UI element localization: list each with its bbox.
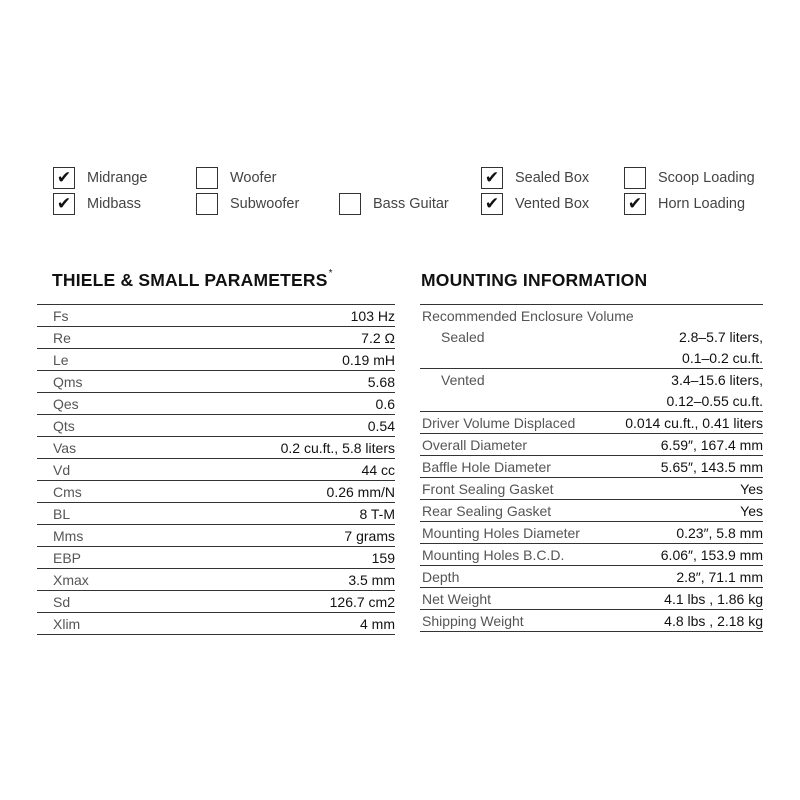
- mount-row-driver-volume-displaced: [420, 412, 763, 434]
- mount-row-sealed: [420, 326, 763, 347]
- param-value: 0.19 mH: [342, 351, 395, 368]
- ts-parameters-table: [37, 304, 395, 635]
- mount-row-baffle-hole-diameter: [420, 456, 763, 478]
- mount-label: Baffle Hole Diameter: [422, 458, 551, 475]
- mount-label: Overall Diameter: [422, 436, 528, 453]
- param-name: Cms: [53, 483, 82, 500]
- checkbox-sealed-box[interactable]: [481, 166, 589, 190]
- checkbox-label: Vented Box: [515, 196, 590, 212]
- mount-value: 0.12–0.55 cu.ft.: [666, 392, 763, 409]
- check-mark-icon: ✔: [624, 193, 646, 215]
- param-name: Qes: [53, 395, 79, 412]
- param-name: Xmax: [53, 571, 89, 588]
- checkbox-bass-guitar[interactable]: [339, 192, 449, 216]
- mount-value: 0.23″, 5.8 mm: [676, 524, 763, 541]
- param-value: 5.68: [367, 373, 395, 390]
- ts-parameters-heading: [52, 270, 333, 291]
- mounting-info-heading: [421, 270, 647, 291]
- ts-parameters-title: THIELE & SMALL PARAMETERS: [52, 270, 328, 290]
- ts-row-bl: [37, 503, 395, 525]
- ts-row-vd: [37, 459, 395, 481]
- checkbox-box: [624, 167, 646, 189]
- mount-row-overall-diameter: [420, 434, 763, 456]
- mount-label: Depth: [422, 568, 460, 585]
- param-name: Qms: [53, 373, 83, 390]
- checkbox-horn-loading[interactable]: [624, 192, 745, 216]
- checkbox-label: Bass Guitar: [373, 196, 449, 212]
- param-value: 44 cc: [361, 461, 395, 478]
- mount-label: Net Weight: [422, 590, 491, 607]
- param-name: Le: [53, 351, 69, 368]
- ts-row-qms: [37, 371, 395, 393]
- ts-row-le: [37, 349, 395, 371]
- param-value: 126.7 cm2: [329, 593, 395, 610]
- check-mark-icon: ✔: [481, 167, 503, 189]
- mount-value: 5.65″, 143.5 mm: [660, 458, 763, 475]
- ts-row-vas: [37, 437, 395, 459]
- mount-value: 0.1–0.2 cu.ft.: [682, 349, 763, 366]
- mount-label: Recommended Enclosure Volume: [422, 307, 634, 324]
- param-value: 0.2 cu.ft., 5.8 liters: [280, 439, 395, 456]
- mount-value: 2.8–5.7 liters,: [678, 328, 763, 345]
- mount-label: Driver Volume Displaced: [422, 414, 576, 431]
- ts-row-mms: [37, 525, 395, 547]
- checkbox-label: Subwoofer: [230, 196, 300, 212]
- mount-row-continued: [420, 347, 763, 369]
- check-mark-icon: ✔: [481, 193, 503, 215]
- param-value: 4 mm: [360, 615, 395, 632]
- mount-row-net-weight: [420, 588, 763, 610]
- param-value: 7 grams: [344, 527, 395, 544]
- mount-value: 4.1 lbs , 1.86 kg: [664, 590, 763, 607]
- checkbox-label: Midrange: [87, 170, 148, 186]
- mount-row-mounting-holes-b-c-d: [420, 544, 763, 566]
- checkbox-label: Midbass: [87, 196, 141, 212]
- mount-label: Mounting Holes B.C.D.: [422, 546, 565, 563]
- mount-label: Rear Sealing Gasket: [422, 502, 552, 519]
- mount-value: 4.8 lbs , 2.18 kg: [664, 612, 763, 629]
- check-mark-icon: ✔: [53, 167, 75, 189]
- ts-row-fs: [37, 305, 395, 327]
- checkbox-scoop-loading[interactable]: [624, 166, 755, 190]
- mount-label: Shipping Weight: [422, 612, 524, 629]
- mount-value: 6.59″, 167.4 mm: [660, 436, 763, 453]
- mount-label: Vented: [441, 371, 485, 388]
- checkbox-vented-box[interactable]: [481, 192, 589, 216]
- param-name: BL: [53, 505, 71, 522]
- checkbox-box: [196, 167, 218, 189]
- checkbox-label: Horn Loading: [658, 196, 746, 212]
- param-value: 159: [371, 549, 395, 566]
- mount-value: 0.014 cu.ft., 0.41 liters: [625, 414, 763, 431]
- checkbox-box: [339, 193, 361, 215]
- ts-row-qes: [37, 393, 395, 415]
- param-value: 0.54: [367, 417, 395, 434]
- mount-value: 6.06″, 153.9 mm: [660, 546, 763, 563]
- mount-label: Front Sealing Gasket: [422, 480, 554, 497]
- ts-row-ebp: [37, 547, 395, 569]
- checkbox-subwoofer[interactable]: [196, 192, 299, 216]
- mount-value: Yes: [740, 480, 763, 497]
- param-name: EBP: [53, 549, 82, 566]
- param-name: Mms: [53, 527, 84, 544]
- ts-row-xmax: [37, 569, 395, 591]
- param-value: 8 T-M: [359, 505, 395, 522]
- param-name: Sd: [53, 593, 71, 610]
- mounting-info-table: [420, 304, 763, 632]
- mount-label: Sealed: [441, 328, 485, 345]
- param-name: Vd: [53, 461, 71, 478]
- mount-value: 2.8″, 71.1 mm: [676, 568, 763, 585]
- mount-value: 3.4–15.6 liters,: [671, 371, 763, 388]
- checkbox-midbass[interactable]: [53, 192, 141, 216]
- checkbox-label: Sealed Box: [515, 170, 590, 186]
- mount-row-rear-sealing-gasket: [420, 500, 763, 522]
- mount-row-continued: [420, 390, 763, 412]
- mount-row-vented: [420, 369, 763, 390]
- checkbox-woofer[interactable]: [196, 166, 276, 190]
- check-mark-icon: ✔: [53, 193, 75, 215]
- ts-row-sd: [37, 591, 395, 613]
- ts-row-xlim: [37, 613, 395, 635]
- param-name: Fs: [53, 307, 69, 324]
- mounting-info-title: MOUNTING INFORMATION: [421, 270, 648, 290]
- param-name: Qts: [53, 417, 75, 434]
- param-name: Vas: [53, 439, 77, 456]
- ts-row-cms: [37, 481, 395, 503]
- mount-label: Mounting Holes Diameter: [422, 524, 580, 541]
- mount-row-recommended-enclosure-volume: [420, 305, 763, 326]
- param-value: 3.5 mm: [348, 571, 395, 588]
- param-value: 103 Hz: [350, 307, 395, 324]
- checkbox-box: [196, 193, 218, 215]
- ts-row-re: [37, 327, 395, 349]
- ts-row-qts: [37, 415, 395, 437]
- checkbox-label: Scoop Loading: [658, 170, 755, 186]
- param-value: 0.26 mm/N: [326, 483, 395, 500]
- param-value: 7.2 Ω: [361, 329, 395, 346]
- checkbox-label: Woofer: [230, 170, 277, 186]
- param-value: 0.6: [375, 395, 395, 412]
- mount-row-shipping-weight: [420, 610, 763, 632]
- mount-row-mounting-holes-diameter: [420, 522, 763, 544]
- param-name: Xlim: [53, 615, 81, 632]
- mount-row-front-sealing-gasket: [420, 478, 763, 500]
- checkbox-midrange[interactable]: [53, 166, 147, 190]
- mount-value: Yes: [740, 502, 763, 519]
- footnote-mark: *: [328, 268, 333, 280]
- mount-row-depth: [420, 566, 763, 588]
- param-name: Re: [53, 329, 71, 346]
